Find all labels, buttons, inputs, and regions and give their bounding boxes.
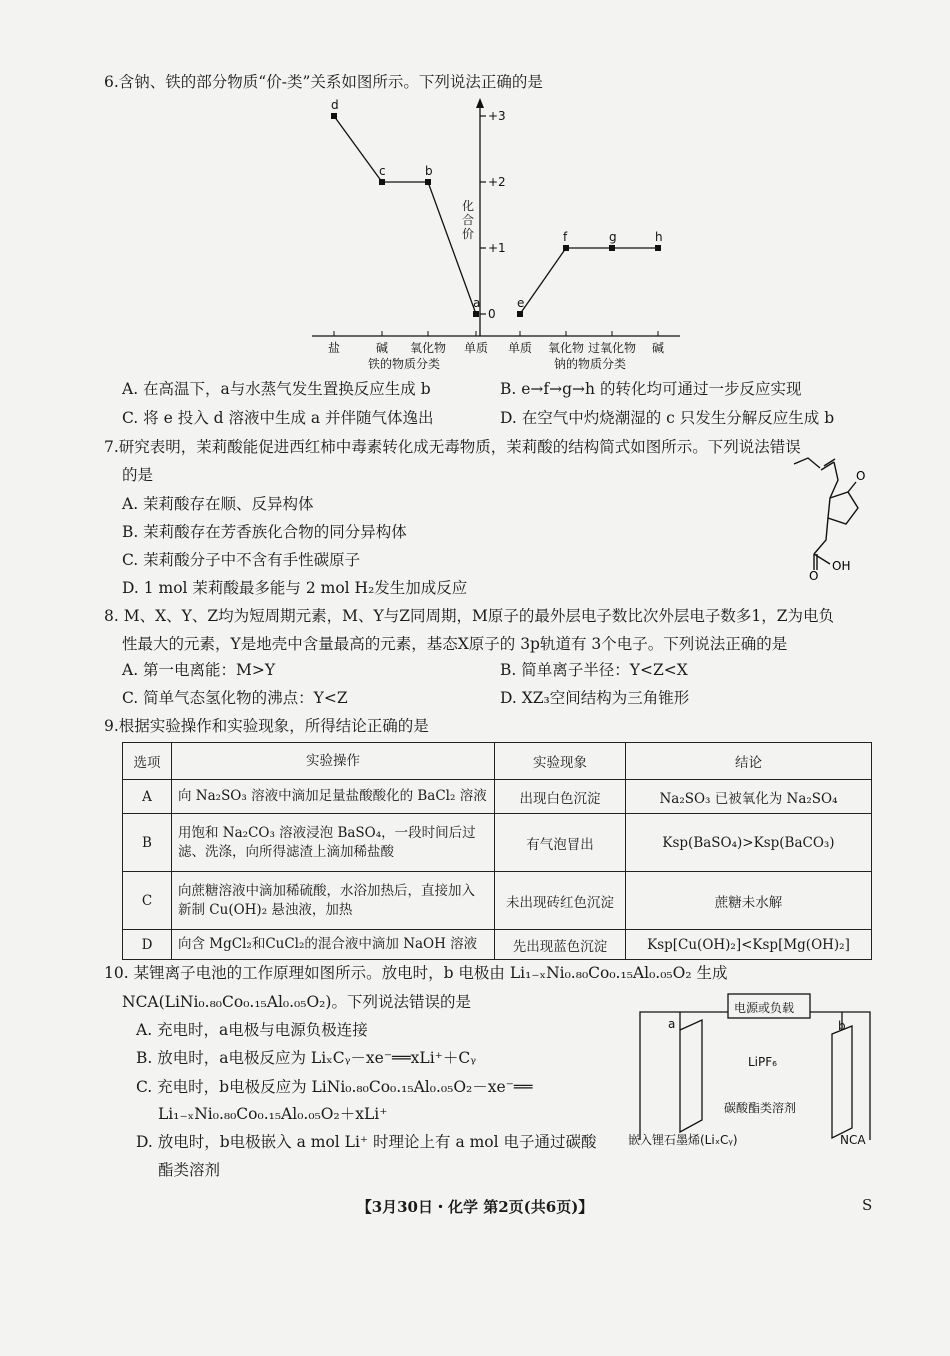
page-footer: 【3月30日・化学 第2页(共6页)】 bbox=[356, 1198, 594, 1216]
q6-option-d: D. 在空气中灼烧潮湿的 c 只发生分解反应生成 b bbox=[500, 409, 835, 427]
header-phenomenon: 实验现象 bbox=[495, 743, 626, 780]
q8-option-b: B. 简单离子半径：Y<Z<X bbox=[500, 661, 688, 679]
sodium-category-label: 碱 bbox=[651, 341, 665, 355]
iron-point-label-c: c bbox=[379, 164, 386, 178]
table-row bbox=[123, 814, 872, 872]
electrode-a-label: a bbox=[668, 1017, 676, 1031]
header-operation: 实验操作 bbox=[172, 743, 495, 780]
sodium-point-label-h: h bbox=[655, 230, 663, 244]
q7-option-b: B. 茉莉酸存在芳香族化合物的同分异构体 bbox=[122, 523, 407, 541]
q10-option-d-cont: 酯类溶剂 bbox=[158, 1161, 221, 1179]
q10-option-a: A. 充电时，a电极与电源负极连接 bbox=[136, 1021, 368, 1039]
q7-option-c: C. 茉莉酸分子中不含有手性碳原子 bbox=[122, 551, 361, 569]
row-phenomenon: 有气泡冒出 bbox=[495, 814, 626, 872]
iron-point-b bbox=[425, 179, 431, 185]
row-conclusion: Ksp[Cu(OH)₂]<Ksp[Mg(OH)₂] bbox=[626, 930, 872, 960]
row-option: D bbox=[123, 930, 172, 960]
row-conclusion: 蔗糖未水解 bbox=[626, 872, 872, 930]
y-tick-label: +3 bbox=[488, 109, 506, 123]
table-row bbox=[123, 930, 872, 960]
iron-point-a bbox=[473, 311, 479, 317]
q7-option-d: D. 1 mol 茉莉酸最多能与 2 mol H₂发生加成反应 bbox=[122, 579, 468, 597]
q10-option-c: C. 充电时，b电极反应为 LiNi₀.₈₀Co₀.₁₅Al₀.₀₅O₂－xe⁻══ bbox=[136, 1078, 533, 1096]
iron-series-line bbox=[334, 116, 476, 314]
row-operation: 用饱和 Na₂CO₃ 溶液浸泡 BaSO₄，一段时间后过滤、洗涤，向所得滤渣上滴加稀盐酸 bbox=[172, 814, 495, 872]
iron-category-label: 单质 bbox=[463, 341, 489, 355]
row-operation: 向 Na₂SO₃ 溶液中滴加足量盐酸酸化的 BaCl₂ 溶液 bbox=[172, 780, 495, 814]
y-tick-label: 0 bbox=[488, 307, 496, 321]
q10-stem-line2: NCA(LiNi₀.₈₀Co₀.₁₅Al₀.₀₅O₂)。下列说法错误的是 bbox=[122, 993, 471, 1011]
sodium-group-title: 钠的物质分类 bbox=[553, 357, 627, 371]
y-tick-label: +1 bbox=[488, 241, 506, 255]
electrode-b-label: b bbox=[838, 1019, 846, 1033]
q7-stem-line1: 7.研究表明，茉莉酸能促进西红柿中毒素转化成无毒物质，茉莉酸的结构简式如图所示。下列说法错误 bbox=[104, 438, 801, 456]
y-axis-label-char: 合 bbox=[462, 213, 475, 227]
q6-option-b: B. e→f→g→h 的转化均可通过一步反应实现 bbox=[500, 380, 802, 398]
row-option: C bbox=[123, 872, 172, 930]
table-row bbox=[123, 872, 872, 930]
iron-category-label: 氧化物 bbox=[409, 341, 447, 355]
sodium-category-label: 氧化物 bbox=[547, 341, 585, 355]
row-conclusion: Ksp(BaSO₄)>Ksp(BaCO₃) bbox=[626, 814, 872, 872]
q10-option-b: B. 放电时，a电极反应为 LiₓCᵧ－xe⁻══xLi⁺＋Cᵧ bbox=[136, 1049, 477, 1067]
q8-stem-line1: 8. M、X、Y、Z均为短周期元素，M、Y与Z同周期，M原子的最外层电子数比次外层电子数多1，Z为电负 bbox=[104, 607, 835, 625]
q6-option-a: A. 在高温下，a与水蒸气发生置换反应生成 b bbox=[122, 380, 431, 398]
iron-point-label-d: d bbox=[331, 98, 339, 112]
battery-diagram bbox=[620, 990, 890, 1150]
experiment-table bbox=[122, 742, 872, 960]
iron-category-label: 盐 bbox=[327, 341, 341, 355]
footer-version: S bbox=[862, 1196, 873, 1214]
anode-label: 嵌入锂石墨烯(LiₓCᵧ) bbox=[628, 1133, 738, 1147]
sodium-category-label: 过氧化物 bbox=[587, 341, 637, 355]
row-conclusion: Na₂SO₃ 已被氧化为 Na₂SO₄ bbox=[626, 780, 872, 814]
q8-option-d: D. XZ₃空间结构为三角锥形 bbox=[500, 689, 690, 707]
row-option: A bbox=[123, 780, 172, 814]
sodium-point-g bbox=[609, 245, 615, 251]
q10-stem-line1: 10. 某锂离子电池的工作原理如图所示。放电时，b 电极由 Li₁₋ₓNi₀.₈₀Co₀.₁₅Al₀.₀₅O₂ 生成 bbox=[104, 964, 728, 982]
y-axis-arrow bbox=[476, 98, 484, 108]
row-operation: 向蔗糖溶液中滴加稀硫酸，水浴加热后，直接加入新制 Cu(OH)₂ 悬浊液，加热 bbox=[172, 872, 495, 930]
q6-option-c: C. 将 e 投入 d 溶液中生成 a 并伴随气体逸出 bbox=[122, 409, 434, 427]
sodium-point-label-e: e bbox=[517, 296, 525, 310]
row-operation: 向含 MgCl₂和CuCl₂的混合液中滴加 NaOH 溶液 bbox=[172, 930, 495, 960]
q8-option-a: A. 第一电离能：M>Y bbox=[122, 661, 276, 679]
y-tick-label: +2 bbox=[488, 175, 506, 189]
table-header-row bbox=[123, 743, 872, 780]
iron-point-c bbox=[379, 179, 385, 185]
header-conclusion: 结论 bbox=[626, 743, 872, 780]
sodium-point-h bbox=[655, 245, 661, 251]
q9-stem: 9.根据实验操作和实验现象，所得结论正确的是 bbox=[104, 717, 429, 735]
iron-group-title: 铁的物质分类 bbox=[367, 357, 441, 371]
y-axis-label-char: 化 bbox=[462, 199, 475, 213]
header-option: 选项 bbox=[123, 743, 172, 780]
iron-point-label-b: b bbox=[425, 164, 433, 178]
jasmonic-acid-structure bbox=[790, 456, 870, 581]
mol-label-oh: OH bbox=[832, 559, 851, 573]
q8-stem-line2: 性最大的元素，Y是地壳中含量最高的元素，基态X原子的 3p轨道有 3个电子。下列说法正确的是 bbox=[122, 635, 788, 653]
q7-option-a: A. 茉莉酸存在顺、反异构体 bbox=[122, 495, 314, 513]
row-phenomenon: 先出现蓝色沉淀 bbox=[495, 930, 626, 960]
sodium-point-e bbox=[517, 311, 523, 317]
q7-stem-line2: 的是 bbox=[122, 466, 154, 484]
row-option: B bbox=[123, 814, 172, 872]
cathode-label: NCA bbox=[840, 1133, 866, 1147]
iron-category-label: 碱 bbox=[375, 341, 389, 355]
sodium-category-label: 单质 bbox=[507, 341, 533, 355]
solvent-label: 碳酸酯类溶剂 bbox=[724, 1101, 797, 1115]
sodium-point-label-g: g bbox=[609, 230, 617, 244]
row-phenomenon: 未出现砖红色沉淀 bbox=[495, 872, 626, 930]
mol-label-ketone-o: O bbox=[856, 469, 866, 483]
iron-point-d bbox=[331, 113, 337, 119]
sodium-point-label-f: f bbox=[563, 230, 568, 244]
iron-point-label-a: a bbox=[473, 296, 481, 310]
source-label: 电源或负载 bbox=[734, 1001, 795, 1015]
q10-option-c-cont: Li₁₋ₓNi₀.₈₀Co₀.₁₅Al₀.₀₅O₂＋xLi⁺ bbox=[158, 1105, 388, 1123]
valence-class-chart bbox=[300, 98, 690, 373]
salt-label: LiPF₆ bbox=[748, 1055, 777, 1069]
mol-label-carbonyl-o: O bbox=[809, 569, 819, 581]
q8-option-c: C. 简单气态氢化物的沸点：Y<Z bbox=[122, 689, 348, 707]
y-axis-label-char: 价 bbox=[462, 227, 475, 241]
sodium-point-f bbox=[563, 245, 569, 251]
q10-option-d: D. 放电时，b电极嵌入 a mol Li⁺ 时理论上有 a mol 电子通过碳酸 bbox=[136, 1133, 597, 1151]
sodium-series-line bbox=[520, 248, 658, 314]
q6-stem: 6.含钠、铁的部分物质“价-类”关系如图所示。下列说法正确的是 bbox=[104, 73, 543, 91]
row-phenomenon: 出现白色沉淀 bbox=[495, 780, 626, 814]
table-row bbox=[123, 780, 872, 814]
